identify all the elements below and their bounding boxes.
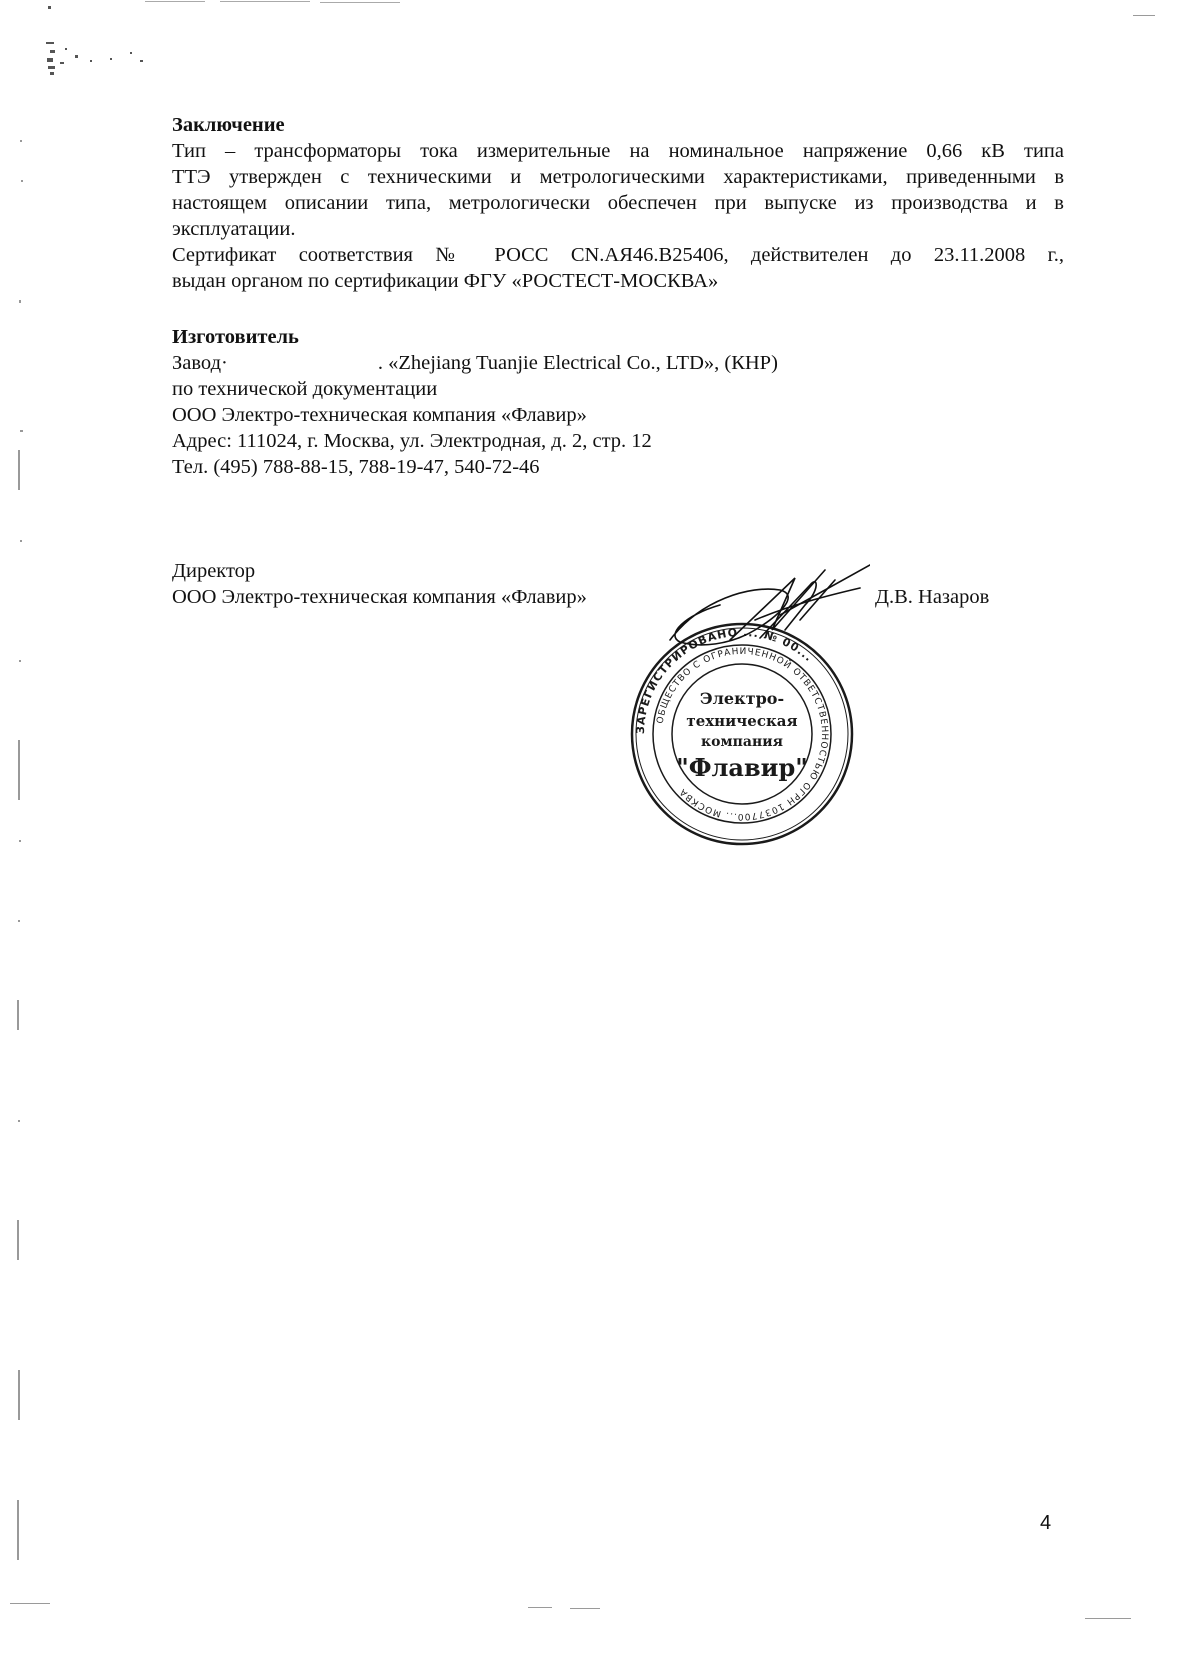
scan-noise-left-margin: [12, 120, 32, 1600]
conclusion-paragraph-1: [172, 138, 1064, 294]
factory-prefix: Завод·: [172, 352, 228, 374]
manufacturer-address: Адрес: 111024, г. Москва, ул. Электродная, д. 2, стр. 12: [172, 430, 652, 452]
manufacturer-phone: Тел. (495) 788-88-15, 788-19-47, 540-72-46: [172, 456, 540, 478]
signer-organization: ООО Электро-техническая компания «Флавир»: [172, 586, 587, 608]
handwritten-signature: [660, 560, 870, 660]
manufacturer-line: ООО Электро-техническая компания «Флавир»: [172, 404, 587, 426]
stamp-inner-ring-text: ОБЩЕСТВО С ОГРАНИЧЕННОЙ ОТВЕТСТВЕННОСТЬЮ ОГРН 1037700... МОСКВА: [655, 646, 830, 822]
stamp-center-line: техническая: [686, 712, 798, 730]
stamp-outer-ring-text: ЗАРЕГИСТРИРОВАНО ... № 00...: [633, 625, 816, 735]
paragraph-line: Тип – трансформаторы тока измерительные на номинальное напряжение 0,66 кВ типа: [172, 140, 1064, 162]
stamp-center-line: Электро-: [699, 689, 785, 708]
paragraph-line: выдан органом по сертификации ФГУ «РОСТЕСТ-МОСКВА»: [172, 270, 719, 292]
page-number: 4: [1040, 1512, 1052, 1534]
manufacturer-section: [172, 324, 872, 480]
conclusion-heading: Заключение: [172, 114, 285, 136]
paragraph-line: эксплуатации.: [172, 218, 296, 240]
manufacturer-line: по технической документации: [172, 378, 438, 400]
paragraph-line: Сертификат соответствия № РОСС CN.АЯ46.В25406, действителен до 23.11.2008 г.,: [172, 244, 1064, 266]
scan-line-top-right: [1133, 15, 1155, 16]
scan-line-bottom-left: [10, 1603, 50, 1604]
factory-name: . «Zhejiang Tuanjie Electrical Co., LTD», (КНР): [377, 352, 778, 374]
stamp-center-line: "Флавир": [676, 753, 808, 782]
manufacturer-heading: Изготовитель: [172, 326, 299, 348]
signer-name: Д.В. Назаров: [875, 586, 990, 608]
signer-title: Директор: [172, 560, 256, 582]
factory-line: [172, 350, 872, 376]
stamp-center-line: компания: [701, 734, 783, 750]
scan-line-bottom-right: [1085, 1618, 1131, 1619]
scan-line-bottom-center-2: [570, 1608, 600, 1609]
scan-noise-top-left: [20, 0, 440, 90]
paragraph-line: ТТЭ утвержден с техническими и метрологическими характеристиками, приведенными в: [172, 166, 1064, 188]
paragraph-line: настоящем описании типа, метрологически обеспечен при выпуске из производства и в: [172, 192, 1064, 214]
scan-line-bottom-center-1: [528, 1607, 552, 1608]
